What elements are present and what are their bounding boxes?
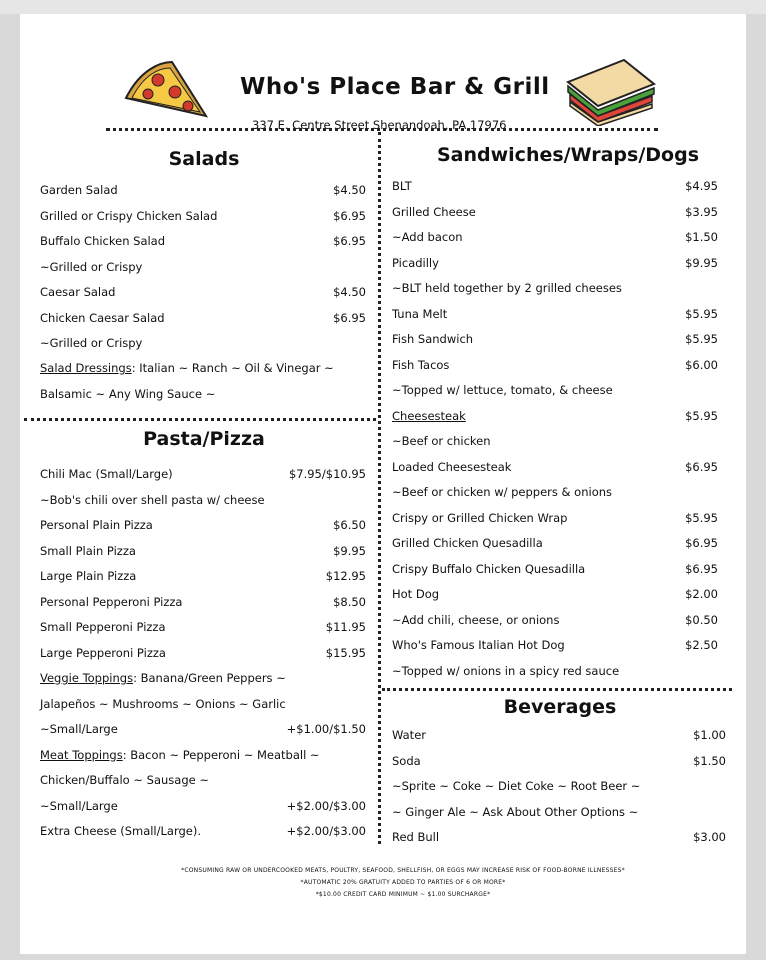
menu-item-name: Small Plain Pizza bbox=[40, 543, 136, 558]
menu-item bbox=[392, 825, 726, 851]
menu-item bbox=[392, 251, 718, 277]
menu-item-price: $6.95 bbox=[685, 561, 718, 576]
menu-item-name: ~BLT held together by 2 grilled cheeses bbox=[392, 281, 622, 295]
sandwiches-heading: Sandwiches/Wraps/Dogs bbox=[436, 144, 700, 166]
menu-item bbox=[40, 513, 366, 539]
menu-item-price: $15.95 bbox=[325, 645, 366, 660]
menu-item-name: ~Add bacon bbox=[392, 230, 463, 244]
menu-item-name: BLT bbox=[392, 179, 412, 193]
restaurant-address: 337 E. Centre Street Shenandoah, PA 17976 bbox=[252, 118, 507, 132]
menu-item-name: Caesar Salad bbox=[40, 285, 116, 299]
menu-item bbox=[40, 462, 366, 488]
menu-item-price: $6.50 bbox=[333, 518, 366, 532]
menu-item-price: $6.95 bbox=[685, 459, 718, 474]
menu-item bbox=[392, 723, 726, 749]
menu-item-price: $11.95 bbox=[325, 620, 366, 634]
menu-item-price: $5.95 bbox=[685, 510, 718, 525]
menu-item bbox=[392, 455, 718, 481]
menu-item-name: ~Bob's chili over shell pasta w/ cheese bbox=[40, 492, 265, 507]
sandwich-icon bbox=[564, 56, 660, 126]
beverages-heading: Beverages bbox=[503, 696, 617, 718]
pizza-slice-icon bbox=[120, 58, 214, 120]
veggie-toppings-label: Veggie Toppings bbox=[40, 671, 134, 685]
menu-item-price: $0.50 bbox=[685, 612, 718, 627]
beverages-list bbox=[392, 723, 726, 851]
menu-item bbox=[392, 276, 718, 302]
menu-item-price: $6.95 bbox=[685, 536, 718, 550]
veggie-toppings-line2: Jalapeños ~ Mushrooms ~ Onions ~ Garlic bbox=[40, 696, 286, 711]
menu-item bbox=[392, 327, 718, 353]
menu-item-price: $3.95 bbox=[685, 204, 718, 219]
menu-item-price: $9.95 bbox=[333, 543, 366, 558]
pizza-toppings bbox=[40, 666, 366, 845]
menu-item-price: $6.95 bbox=[333, 234, 366, 248]
menu-item-name: Large Plain Pizza bbox=[40, 569, 137, 583]
menu-item-price: $5.95 bbox=[685, 332, 718, 346]
menu-item bbox=[40, 539, 366, 565]
menu-item bbox=[40, 641, 366, 667]
menu-item bbox=[392, 429, 718, 455]
menu-item bbox=[392, 557, 718, 583]
menu-item bbox=[392, 582, 718, 608]
menu-item bbox=[392, 531, 718, 557]
menu-item-name: Loaded Cheesesteak bbox=[392, 459, 512, 474]
menu-item-name: ~Grilled or Crispy bbox=[40, 259, 143, 274]
menu-item-name: Garden Salad bbox=[40, 183, 118, 197]
veggie-size: ~Small/Large bbox=[40, 722, 118, 736]
menu-item-price: $6.00 bbox=[685, 357, 718, 372]
menu-item-name: Chili Mac (Small/Large) bbox=[40, 467, 173, 481]
menu-item bbox=[40, 178, 366, 204]
menu-item-name: Fish Tacos bbox=[392, 357, 450, 372]
salads-divider bbox=[24, 418, 376, 421]
menu-item-price: $1.50 bbox=[685, 230, 718, 244]
menu-item bbox=[40, 488, 366, 514]
menu-item-name: Grilled Chicken Quesadilla bbox=[392, 536, 543, 550]
menu-item-name: Who's Famous Italian Hot Dog bbox=[392, 638, 565, 652]
menu-item-price: $1.00 bbox=[693, 728, 726, 742]
salad-dressings bbox=[40, 356, 378, 407]
footer-gratuity: *AUTOMATIC 20% GRATUITY ADDED TO PARTIES OF 6 OR MORE* bbox=[300, 879, 506, 886]
menu-item-price: $4.95 bbox=[685, 179, 718, 193]
menu-item bbox=[40, 564, 366, 590]
menu-item-price: $2.50 bbox=[685, 638, 718, 652]
menu-item-name: Small Pepperoni Pizza bbox=[40, 620, 166, 634]
menu-item-name: ~Add chili, cheese, or onions bbox=[392, 612, 560, 627]
menu-item bbox=[40, 306, 366, 332]
menu-item-price: $4.50 bbox=[333, 183, 366, 197]
meat-toppings-line2: Chicken/Buffalo ~ Sausage ~ bbox=[40, 773, 209, 787]
pasta-list bbox=[40, 462, 366, 666]
menu-item-price: $5.95 bbox=[685, 306, 718, 321]
meat-toppings-line1: : Bacon ~ Pepperoni ~ Meatball ~ bbox=[122, 747, 320, 762]
menu-item-name: Water bbox=[392, 728, 426, 742]
menu-item bbox=[40, 280, 366, 306]
browser-top-strip bbox=[0, 0, 766, 14]
menu-item-price: $12.95 bbox=[325, 569, 366, 583]
menu-item bbox=[392, 200, 718, 226]
menu-item-name: Hot Dog bbox=[392, 587, 440, 601]
salads-list bbox=[40, 178, 366, 357]
menu-item bbox=[392, 659, 718, 685]
menu-item-price: $2.00 bbox=[685, 587, 718, 601]
menu-item-name: Grilled Cheese bbox=[392, 204, 476, 219]
menu-item-name: Fish Sandwich bbox=[392, 332, 474, 346]
footer-credit-card: *$10.00 CREDIT CARD MINIMUM ~ $1.00 SURCHARGE* bbox=[315, 891, 491, 898]
menu-item-price: $6.95 bbox=[333, 310, 366, 325]
menu-item-price: $3.00 bbox=[693, 830, 726, 844]
menu-item bbox=[392, 633, 718, 659]
menu-sheet bbox=[20, 14, 746, 954]
restaurant-title: Who's Place Bar & Grill bbox=[240, 74, 550, 100]
menu-item bbox=[40, 204, 366, 230]
menu-item-price: $9.95 bbox=[685, 255, 718, 270]
meat-price: +$2.00/$3.00 bbox=[286, 798, 366, 813]
menu-item-name: Personal Plain Pizza bbox=[40, 518, 153, 532]
column-divider bbox=[378, 132, 381, 844]
menu-item-name: Tuna Melt bbox=[392, 306, 448, 321]
menu-item-price: $5.95 bbox=[685, 408, 718, 423]
menu-item-name: Cheesesteak bbox=[392, 408, 466, 423]
menu-item-price: $4.50 bbox=[333, 285, 366, 299]
menu-item-price: $1.50 bbox=[693, 753, 726, 768]
menu-item bbox=[40, 331, 366, 357]
menu-item bbox=[40, 615, 366, 641]
pasta-heading: Pasta/Pizza bbox=[143, 428, 265, 450]
menu-item bbox=[392, 800, 726, 826]
header-divider bbox=[106, 128, 658, 131]
menu-item-price: $7.95/$10.95 bbox=[288, 467, 366, 481]
menu-item bbox=[40, 590, 366, 616]
menu-item-name: Red Bull bbox=[392, 830, 440, 844]
extra-cheese-price: +$2.00/$3.00 bbox=[286, 824, 366, 838]
menu-item-name: Grilled or Crispy Chicken Salad bbox=[40, 208, 218, 223]
extra-cheese-name: Extra Cheese (Small/Large). bbox=[40, 824, 201, 838]
menu-item-name: Picadilly bbox=[392, 255, 439, 270]
menu-item-name: Large Pepperoni Pizza bbox=[40, 645, 166, 660]
sandwiches-divider bbox=[382, 688, 732, 691]
menu-item-name: Personal Pepperoni Pizza bbox=[40, 594, 183, 609]
menu-item-name: ~Grilled or Crispy bbox=[40, 336, 143, 350]
menu-item bbox=[392, 302, 718, 328]
menu-item bbox=[40, 255, 366, 281]
menu-item-price: $8.50 bbox=[333, 594, 366, 609]
sandwiches-list bbox=[392, 174, 718, 684]
menu-item-name: ~Sprite ~ Coke ~ Diet Coke ~ Root Beer ~ bbox=[392, 779, 641, 793]
menu-item bbox=[392, 225, 718, 251]
menu-item bbox=[392, 749, 726, 775]
menu-item-name: Chicken Caesar Salad bbox=[40, 310, 165, 325]
menu-item bbox=[392, 174, 718, 200]
menu-item-name: Soda bbox=[392, 753, 421, 768]
menu-item-name: ~Topped w/ lettuce, tomato, & cheese bbox=[392, 383, 613, 397]
menu-item bbox=[392, 480, 718, 506]
menu-item-name: Crispy Buffalo Chicken Quesadilla bbox=[392, 561, 586, 576]
veggie-toppings-line1: : Banana/Green Peppers ~ bbox=[133, 671, 286, 685]
menu-item-name: Buffalo Chicken Salad bbox=[40, 234, 166, 248]
menu-item bbox=[392, 404, 718, 430]
meat-size: ~Small/Large bbox=[40, 798, 118, 813]
menu-item bbox=[392, 608, 718, 634]
menu-item-name: ~Topped w/ onions in a spicy red sauce bbox=[392, 663, 620, 678]
menu-item-name: Crispy or Grilled Chicken Wrap bbox=[392, 510, 568, 525]
menu-item bbox=[392, 353, 718, 379]
menu-item bbox=[392, 378, 718, 404]
salad-dressings-label: Salad Dressings bbox=[40, 361, 132, 375]
salad-dressings-line2: Balsamic ~ Any Wing Sauce ~ bbox=[40, 386, 216, 401]
menu-item bbox=[392, 774, 726, 800]
meat-toppings-label: Meat Toppings bbox=[40, 747, 123, 762]
footer-disclaimer-raw: *CONSUMING RAW OR UNDERCOOKED MEATS, POULTRY, SEAFOOD, SHELLFISH, OR EGGS MAY INCREASE RISK OF FOOD-BORNE ILLNESSES* bbox=[181, 867, 625, 874]
menu-item-name: ~Beef or chicken bbox=[392, 434, 491, 448]
menu-item bbox=[392, 506, 718, 532]
menu-item bbox=[40, 229, 366, 255]
salads-heading: Salads bbox=[168, 148, 240, 170]
menu-item-name: ~ Ginger Ale ~ Ask About Other Options ~ bbox=[392, 804, 639, 819]
menu-item-name: ~Beef or chicken w/ peppers & onions bbox=[392, 485, 613, 499]
salad-dressings-line1: : Italian ~ Ranch ~ Oil & Vinegar ~ bbox=[131, 361, 334, 375]
veggie-price: +$1.00/$1.50 bbox=[286, 722, 366, 736]
menu-item-price: $6.95 bbox=[333, 208, 366, 223]
